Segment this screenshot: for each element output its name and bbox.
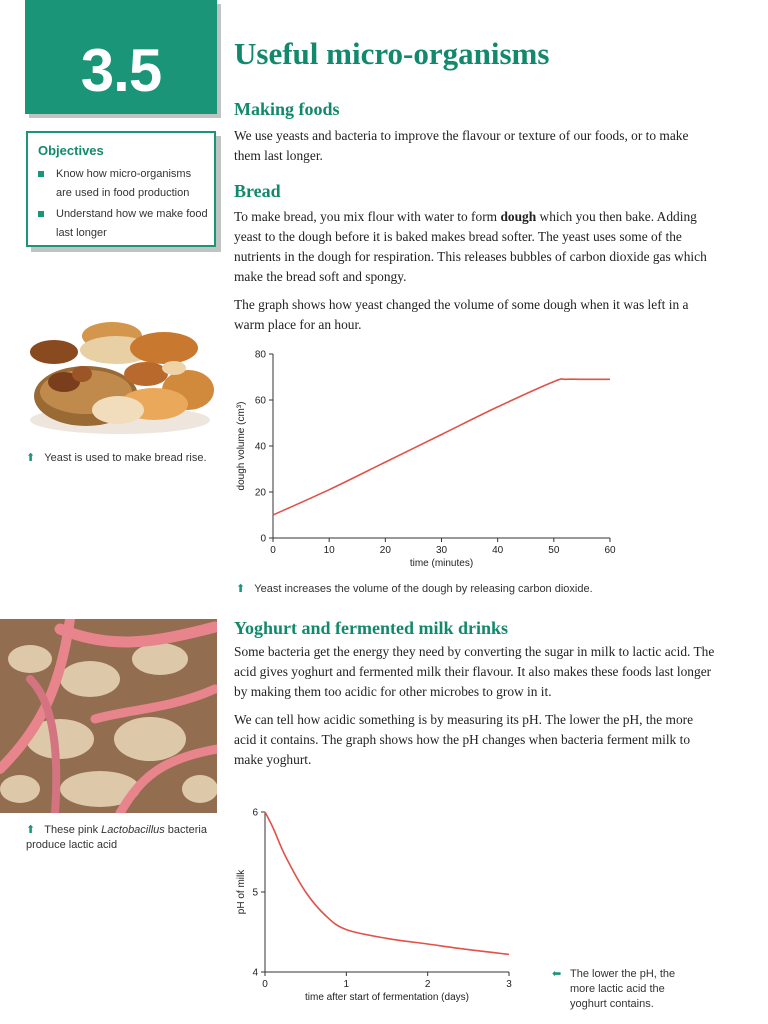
heading-yoghurt: Yoghurt and fermented milk drinks	[234, 618, 509, 638]
x-tick-label: 0	[262, 979, 268, 990]
yoghurt-paragraph-2: We can tell how acidic something is by measuring its pH. The lower the pH, the more acid it contains. The graph shows how the pH changes when bacteria ferment milk to make yoghurt.	[234, 712, 694, 767]
lactobacillus-photo	[0, 619, 217, 813]
x-axis-label: time (minutes)	[409, 558, 474, 569]
x-tick-label: 20	[379, 545, 391, 556]
x-tick-label: 2	[424, 979, 431, 990]
objective-text: Know how micro-organisms are used in food production	[56, 168, 192, 199]
x-tick-label: 1	[343, 979, 350, 990]
arrow-up-icon: ⬆	[26, 824, 36, 836]
yoghurt-text	[234, 642, 718, 770]
bacteria-caption-start: These pink	[44, 824, 102, 836]
bread-photo	[24, 312, 216, 440]
y-tick-label: 20	[254, 487, 266, 499]
series-line	[273, 379, 610, 515]
objectives-title: Objectives	[38, 143, 104, 158]
square-bullet-icon	[38, 171, 44, 177]
objective-text: Understand how we make food last longer	[56, 208, 208, 239]
y-axis-label: dough volume (cm³)	[236, 401, 247, 491]
x-tick-label: 30	[435, 545, 448, 556]
section-number: 3.5	[80, 37, 162, 104]
keyword-dough: dough	[500, 209, 537, 224]
y-tick-label: 0	[260, 533, 266, 545]
ph-chart	[230, 800, 530, 1015]
y-tick-label: 5	[252, 887, 258, 899]
making-foods-text	[234, 126, 714, 166]
y-tick-label: 80	[254, 349, 266, 361]
y-tick-label: 40	[254, 441, 266, 453]
y-tick-label: 6	[252, 807, 258, 819]
ph-chart-caption	[552, 967, 702, 1012]
objectives-box	[26, 131, 216, 247]
bread-paragraph-2: The graph shows how yeast changed the volume of some dough when it was left in a warm place for an hour.	[234, 297, 689, 332]
x-tick-label: 50	[548, 545, 560, 556]
x-axis-label: time after start of fermentation (days)	[305, 992, 469, 1003]
bacteria-photo-caption	[26, 823, 216, 853]
x-tick-label: 0	[270, 545, 276, 556]
bread-p1-end: which you then bake. Adding yeast to the dough before it is baked makes bread softer. The yeast uses some of the nutrients in the dough for respiration. This releases bubbles of carbon dioxide gas which make the bread soft and spongy.	[234, 209, 707, 284]
making-foods-paragraph: We use yeasts and bacteria to improve the flavour or texture of our foods, or to make them last longer.	[234, 128, 689, 163]
bread-photo-caption	[26, 451, 216, 466]
square-bullet-icon	[38, 211, 44, 217]
x-tick-label: 60	[604, 545, 616, 556]
y-tick-label: 4	[252, 967, 258, 979]
arrow-up-icon: ⬆	[236, 583, 246, 595]
bread-text	[234, 207, 718, 335]
bread-paragraph-1	[234, 207, 718, 287]
heading-bread: Bread	[234, 181, 281, 201]
dough-caption-text: Yeast increases the volume of the dough by releasing carbon dioxide.	[254, 583, 593, 595]
arrow-left-icon: ⬅	[552, 968, 562, 980]
objective-item	[38, 205, 210, 243]
dough-chart-caption	[236, 582, 696, 597]
arrow-up-icon: ⬆	[26, 452, 36, 464]
series-line	[265, 812, 509, 954]
bread-p1-start: To make bread, you mix flour with water to form	[234, 209, 501, 224]
page-title: Useful micro-organisms	[234, 36, 550, 71]
bread-caption-text: Yeast is used to make bread rise.	[44, 452, 207, 464]
section-number-box	[25, 0, 217, 114]
y-axis-label: pH of milk	[236, 869, 247, 915]
bacteria-name: Lactobacillus	[101, 824, 165, 836]
objective-item	[38, 165, 210, 203]
ph-caption-text: The lower the pH, the more lactic acid the yoghurt contains.	[570, 968, 676, 1010]
x-tick-label: 40	[492, 545, 504, 556]
y-tick-label: 60	[254, 395, 266, 407]
bacteria-caption-end: bacteria produce lactic acid	[26, 824, 207, 851]
x-tick-label: 10	[323, 545, 335, 556]
x-tick-label: 3	[506, 979, 512, 990]
yoghurt-paragraph-1: Some bacteria get the energy they need by converting the sugar in milk to lactic acid. The acid gives yoghurt and fermented milk their flavour. It also makes these foods last longer by making them too acidic for other microbes to grow in it.	[234, 644, 715, 699]
dough-volume-chart	[230, 340, 630, 580]
heading-making-foods: Making foods	[234, 99, 340, 119]
